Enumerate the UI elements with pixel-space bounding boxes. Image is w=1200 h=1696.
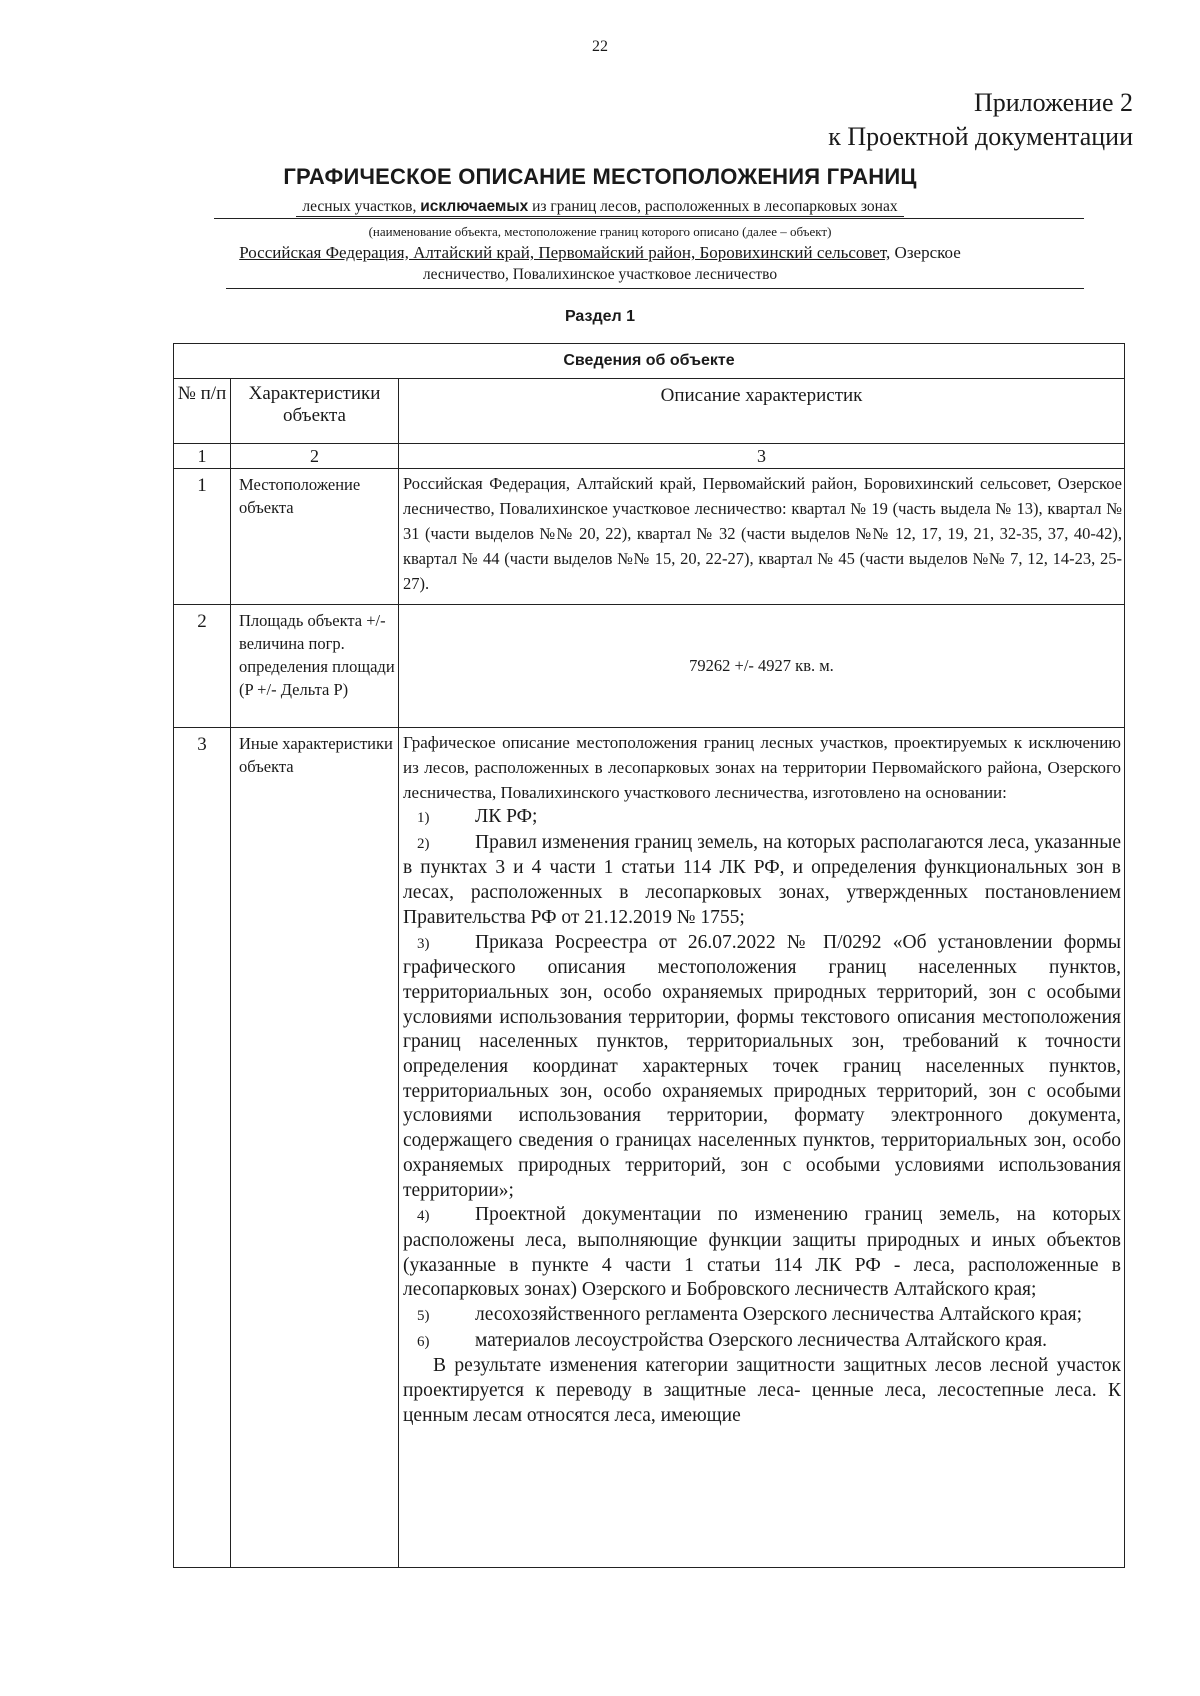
basis-item-text: Приказа Росреестра от 26.07.2022 № П/0292 «Об установлении формы графического описания местоположения границ населенных пунктов, территориальных зон, особо охраняемых природных территорий, зон с особыми условиями использования территории, формы текстового описания местоположения границ населенных пунктов, территориальных зон, требований к точности определения координат характерных точек границ населенных пунктов, территориальных зон, особо охраняемых природных территорий, зон с особыми условиями использования территории, формату электронного документа, содержащего сведения о границах населенных пунктов, территориальных зон, особо охраняемых природных территорий, зон с особыми условиями использования территории»; <box>403 931 1121 1201</box>
document-title: ГРАФИЧЕСКОЕ ОПИСАНИЕ МЕСТОПОЛОЖЕНИЯ ГРАНИЦ <box>283 164 917 189</box>
object-name-part1: лесных участков, <box>302 198 421 215</box>
row-characteristic: Иные характеристики объекта <box>231 728 399 1568</box>
location-rest: Озерское <box>890 243 961 262</box>
header-num: № п/п <box>174 379 231 444</box>
row-description: Российская Федерация, Алтайский край, Первомайский район, Боровихинский сельсовет, Озерское лесничество, Повалихинское участковое лесничество: квартал № 19 (часть выдела № 13), квартал № 31 (части выделов №№ 20, 22), квартал № 32 (части выделов №№ 12, 17, 19, 21, 32-35, 37, 40-42), квартал № 44 (части выделов №№ 15, 20, 22-27), квартал № 45 (части выделов №№ 7, 12, 14-23, 25-27). <box>399 469 1125 605</box>
header-description: Описание характеристик <box>399 379 1125 444</box>
basis-item-number: 4) <box>417 1208 430 1225</box>
column-number: 2 <box>231 444 399 469</box>
table-row <box>174 605 1125 728</box>
basis-item <box>403 1303 1121 1329</box>
location-underlined: Российская Федерация, Алтайский край, Первомайский район, Боровихинский сельсовет, <box>239 243 891 262</box>
basis-item-number: 6) <box>417 1333 430 1350</box>
row-area-value: 79262 +/- 4927 кв. м. <box>399 605 1125 728</box>
basis-item <box>403 1203 1121 1303</box>
object-name-bold: исключаемых <box>420 198 529 215</box>
basis-item-number: 3) <box>417 935 430 952</box>
appendix-reference: к Проектной документации <box>828 122 1133 151</box>
basis-item <box>403 1329 1121 1355</box>
section-heading: Раздел 1 <box>564 308 636 325</box>
object-info-table <box>173 343 1125 1568</box>
row-description <box>399 728 1125 1568</box>
object-name <box>0 198 1200 217</box>
row-number: 3 <box>174 728 231 1568</box>
basis-intro: Графическое описание местоположения границ лесных участков, проектируемых к исключению из лесов, расположенных в лесопарковых зонах на территории Первомайского района, Озерского лесничества, Повалихинского участкового лесничества, изготовлено на основании: <box>403 733 1121 802</box>
basis-item <box>403 931 1121 1204</box>
header-characteristics: Характеристики объекта <box>231 379 399 444</box>
basis-item-text: материалов лесоустройства Озерского лесничества Алтайского края. <box>475 1329 1048 1351</box>
basis-item-number: 2) <box>417 835 430 852</box>
basis-item-text: ЛК РФ; <box>475 806 538 827</box>
object-name-note: (наименование объекта, местоположение границ которого описано (далее – объект) <box>368 224 832 239</box>
row-characteristic: Площадь объекта +/- величина погр. определения площади (P +/- Дельта P) <box>231 605 399 728</box>
table-row <box>174 469 1125 605</box>
row-number: 2 <box>174 605 231 728</box>
object-name-part2: из границ лесов, расположенных в лесопарковых зонах <box>528 198 898 215</box>
appendix-number: Приложение 2 <box>973 88 1133 117</box>
table-caption: Сведения об объекте <box>174 344 1125 379</box>
location-line-1 <box>0 243 1200 263</box>
basis-item <box>403 831 1121 931</box>
page-number: 22 <box>592 38 608 55</box>
basis-item-number: 1) <box>417 810 430 826</box>
basis-item-text: лесохозяйственного регламента Озерского лесничества Алтайского края; <box>475 1304 1083 1326</box>
location-line-2: лесничество, Повалихинское участковое лесничество <box>422 266 778 283</box>
underline-divider <box>226 288 1084 289</box>
column-number: 1 <box>174 444 231 469</box>
result-paragraph: В результате изменения категории защитности защитных лесов лесной участок проектируется к переводу в защитные леса- ценные леса, лесостепные леса. К ценным лесам относятся леса, имеющие <box>403 1355 1121 1426</box>
row-number: 1 <box>174 469 231 605</box>
underline-divider <box>214 218 1084 219</box>
basis-item-text: Правил изменения границ земель, на которых располагаются леса, указанные в пунктах 3 и 4 части 1 статьи 114 ЛК РФ, и определения функциональных зон в лесах, расположенных в лесопарковых зонах, утвержденных постановлением Правительства РФ от 21.12.2019 № 1755; <box>403 831 1121 928</box>
column-number: 3 <box>399 444 1125 469</box>
basis-item-number: 5) <box>417 1308 430 1325</box>
basis-item-text: Проектной документации по изменению границ земель, на которых расположены леса, выполняющие функции защиты природных и иных объектов (указанные в пункте 4 части 1 статьи 114 ЛК РФ - леса, расположенные в лесопарковых зонах) Озерского и Бобровского лесничеств Алтайского края; <box>403 1204 1121 1301</box>
row-characteristic: Местоположение объекта <box>231 469 399 605</box>
basis-item <box>403 805 1121 831</box>
table-row <box>174 728 1125 1568</box>
